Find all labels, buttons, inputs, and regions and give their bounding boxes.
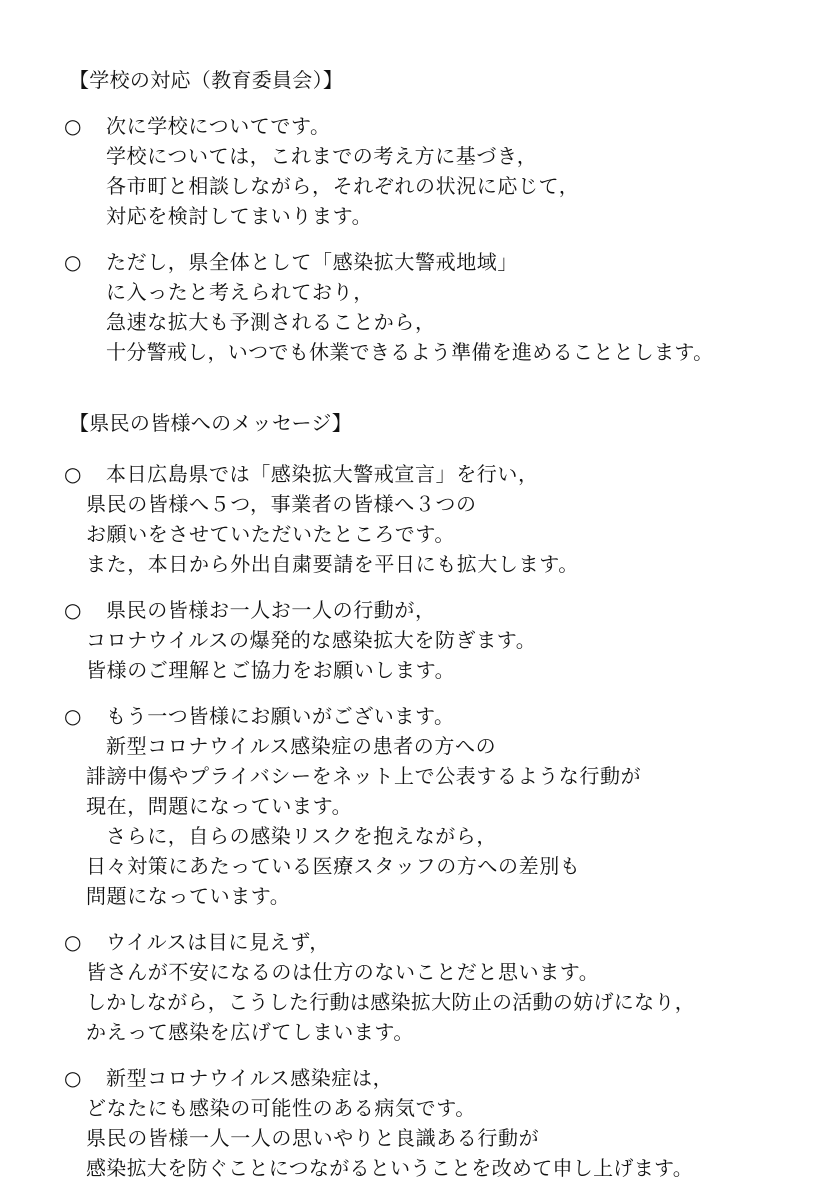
paragraph-line: さらに，自らの感染リスクを抱えながら， [106, 824, 497, 848]
paragraph-line: 日々対策にあたっている医療スタッフの方への差別も [86, 854, 581, 878]
paragraph-line: 県民の皆様一人一人の思いやりと良識ある行動が [86, 1126, 540, 1150]
paragraph-line: 県民の皆様へ５つ，事業者の皆様へ３つの [86, 492, 477, 516]
paragraph-line: どなたにも感染の可能性のある病気です。 [86, 1096, 476, 1120]
circle-bullet-icon: ○ [64, 250, 82, 274]
paragraph-line: コロナウイルスの爆発的な感染拡大を防ぎます。 [86, 628, 537, 652]
paragraph-line: 新型コロナウイルス感染症の患者の方への [106, 734, 497, 758]
paragraph-line: 問題になっています。 [86, 884, 291, 908]
paragraph-line: 対応を検討してまいります。 [106, 204, 373, 228]
paragraph-line: 急速な拡大も予測されることから， [106, 310, 436, 334]
paragraph-line: ウイルスは目に見えず， [106, 930, 330, 954]
paragraph-line: 誹謗中傷やプライバシーをネット上で公表するような行動が [86, 764, 642, 788]
paragraph-line: 感染拡大を防ぐことにつながるということを改めて申し上げます。 [86, 1156, 693, 1180]
section-heading-school-response: 【学校の対応（教育委員会）】 [69, 68, 344, 92]
circle-bullet-icon: ○ [64, 704, 82, 728]
circle-bullet-icon: ○ [64, 462, 82, 486]
paragraph-line: 皆さんが不安になるのは仕方のないことだと思います。 [86, 960, 600, 984]
paragraph-line: ただし，県全体として「感染拡大警戒地域」 [106, 250, 518, 274]
paragraph-line: 県民の皆様お一人お一人の行動が， [106, 598, 436, 622]
circle-bullet-icon: ○ [64, 930, 82, 954]
paragraph-line: 十分警戒し，いつでも休業できるよう準備を進めることとします。 [106, 340, 714, 364]
paragraph-line: 新型コロナウイルス感染症は， [106, 1066, 394, 1090]
circle-bullet-icon: ○ [64, 598, 82, 622]
circle-bullet-icon: ○ [64, 1066, 82, 1090]
section-heading-message-to-residents: 【県民の皆様へのメッセージ】 [69, 411, 352, 435]
paragraph-line: 次に学校についてです。 [106, 114, 331, 138]
paragraph-line: もう一つ皆様にお願いがございます。 [106, 704, 455, 728]
paragraph-line: かえって感染を広げてしまいます。 [86, 1020, 414, 1044]
paragraph-line: 現在，問題になっています。 [86, 794, 353, 818]
paragraph-line: 学校については，これまでの考え方に基づき， [106, 144, 538, 168]
paragraph-line: しかしながら，こうした行動は感染拡大防止の活動の妨げになり， [86, 990, 695, 1014]
paragraph-line: 皆様のご理解とご協力をお願いします。 [86, 658, 456, 682]
paragraph-line: 各市町と相談しながら，それぞれの状況に応じて， [106, 174, 580, 198]
paragraph-line: お願いをさせていただいたところです。 [86, 522, 455, 546]
paragraph-line: また，本日から外出自粛要請を平日にも拡大します。 [86, 552, 579, 576]
paragraph-line: 本日広島県では「感染拡大警戒宣言」を行い， [106, 462, 539, 486]
paragraph-line: に入ったと考えられており， [106, 280, 374, 304]
circle-bullet-icon: ○ [64, 114, 82, 138]
